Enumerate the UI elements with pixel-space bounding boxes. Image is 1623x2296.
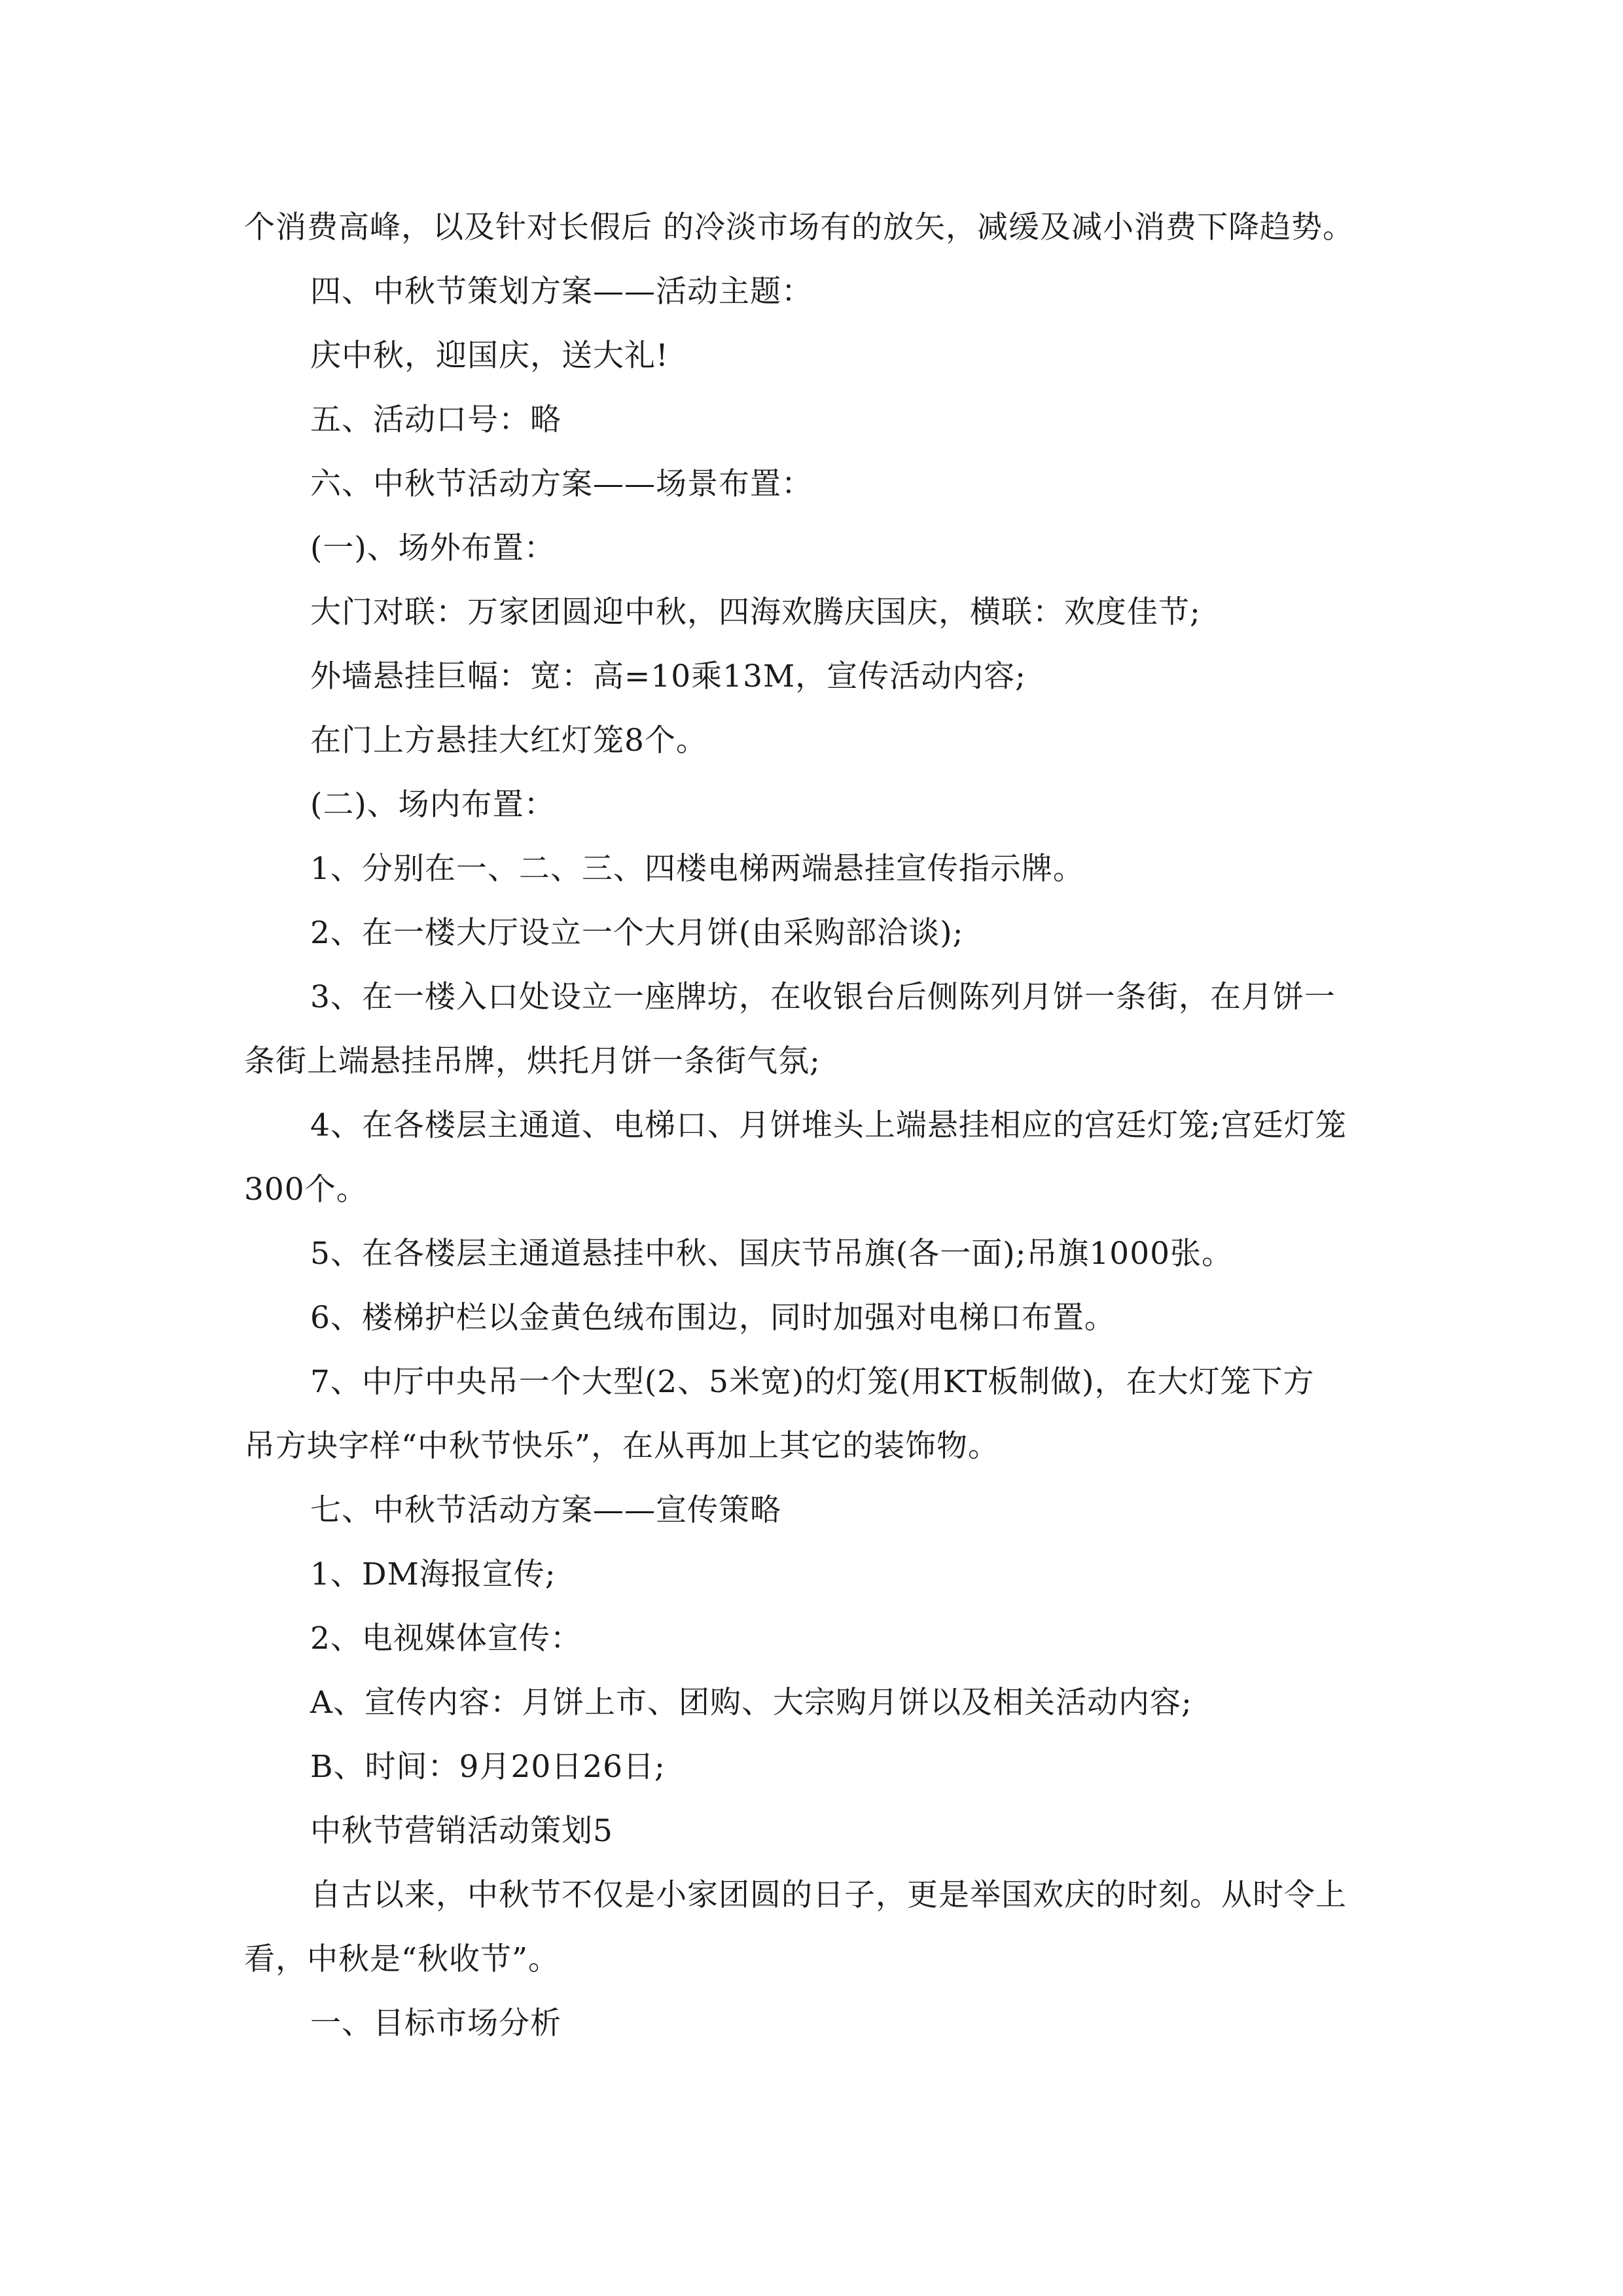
text-line-16: 300个。 <box>244 1172 368 1208</box>
text-line-24: A、宣传内容：月饼上市、团购、大宗购月饼以及相关活动内容; <box>310 1685 1192 1721</box>
subheading-indoor: (二)、场内布置： <box>310 787 556 823</box>
text-line-3: 庆中秋，迎国庆，送大礼! <box>310 338 669 374</box>
subheading-outdoor: (一)、场外布置： <box>310 530 556 566</box>
text-line-7: 大门对联：万家团圆迎中秋，四海欢腾庆国庆，横联：欢度佳节; <box>310 594 1201 630</box>
text-line-19: 7、中厅中央吊一个大型(2、5米宽)的灯笼(用KT板制做)，在大灯笼下方 <box>310 1364 1315 1400</box>
text-line-15: 4、在各楼层主通道、电梯口、月饼堆头上端悬挂相应的宫廷灯笼;宫廷灯笼 <box>310 1107 1347 1143</box>
text-line-11: 1、分别在一、二、三、四楼电梯两端悬挂宣传指示牌。 <box>310 851 1084 887</box>
text-line-1: 个消费高峰，以及针对长假后 的冷淡市场有的放矢，减缓及减小消费下降趋势。 <box>244 209 1354 245</box>
text-line-20: 吊方块字样“中秋节快乐”，在从再加上其它的装饰物。 <box>244 1428 1000 1464</box>
heading-slogan: 五、活动口号：略 <box>310 402 562 438</box>
text-line-17: 5、在各楼层主通道悬挂中秋、国庆节吊旗(各一面);吊旗1000张。 <box>310 1236 1234 1272</box>
heading-scene-layout: 六、中秋节活动方案——场景布置： <box>310 466 813 502</box>
text-line-9: 在门上方悬挂大红灯笼8个。 <box>310 723 707 759</box>
text-line-14: 条街上端悬挂吊牌，烘托月饼一条街气氛; <box>244 1043 821 1079</box>
section-title-plan-5: 中秋节营销活动策划5 <box>310 1813 613 1849</box>
heading-activity-theme: 四、中秋节策划方案——活动主题： <box>310 274 813 310</box>
text-line-23: 2、电视媒体宣传： <box>310 1621 582 1657</box>
text-line-13: 3、在一楼入口处设立一座牌坊，在收银台后侧陈列月饼一条街，在月饼一 <box>310 979 1336 1015</box>
text-line-18: 6、楼梯护栏以金黄色绒布围边，同时加强对电梯口布置。 <box>310 1300 1116 1336</box>
text-line-12: 2、在一楼大厅设立一个大月饼(由采购部洽谈); <box>310 915 964 951</box>
text-line-8: 外墙悬挂巨幅：宽：高=10乘13M，宣传活动内容; <box>310 658 1026 694</box>
text-line-28: 看，中秋是“秋收节”。 <box>244 1941 560 1977</box>
text-line-25: B、时间：9月20日26日; <box>310 1749 666 1785</box>
heading-target-market: 一、目标市场分析 <box>310 2005 562 2041</box>
heading-promotion-strategy: 七、中秋节活动方案——宣传策略 <box>310 1492 781 1528</box>
text-line-22: 1、DM海报宣传; <box>310 1556 556 1592</box>
text-line-27: 自古以来，中秋节不仅是小家团圆的日子，更是举国欢庆的时刻。从时令上 <box>310 1877 1347 1913</box>
